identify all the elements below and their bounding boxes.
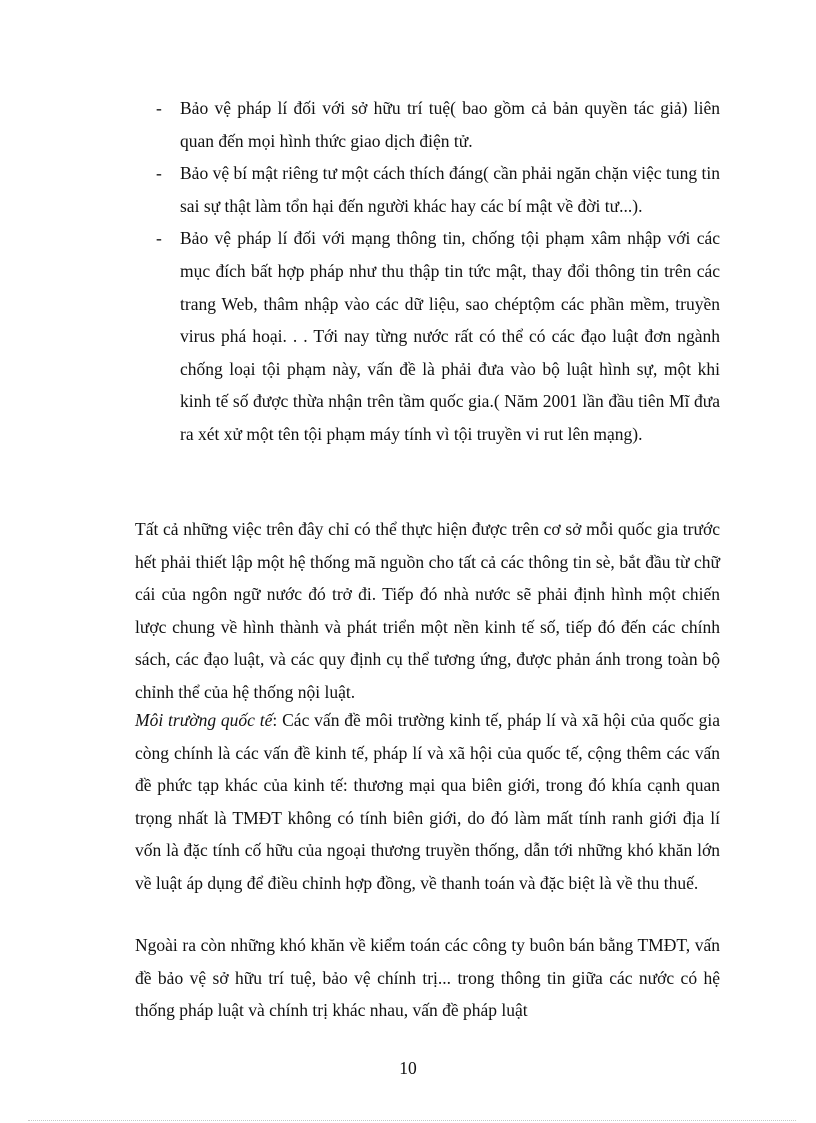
paragraph-national-system: Tất cả những việc trên đây chỉ có thể thực hiện được trên cơ sở mỗi quốc gia trước hết phải thiết lập một hệ thống mã nguồn cho tất cả các thông tin sè, bắt đầu từ chữ cái của ngôn ngữ nước đó trở đi. Tiếp đó nhà nước sẽ phải định hình một chiến lược chung về hình thành và phát triển một nền kinh tế số, tiếp đó đến các chính sách, các đạo luật, và các quy định cụ thể tương ứng, được phản ánh trong toàn bộ chỉnh thể của hệ thống nội luật. — [135, 519, 720, 702]
bullet-item — [0, 157, 816, 222]
paragraph-body: : Các vấn đề môi trường kinh tế, pháp lí và xã hội của quốc gia còng chính là các vấn đề kinh tế, pháp lí và xã hội của quốc tế, cộng thêm các vấn đề phức tạp khác của kinh tế: thương mại qua biên giới, trong đó khía cạnh quan trọng nhất là TMĐT không có tính biên giới, do đó làm mất tính ranh giới địa lí vốn là đặc tính cố hữu của ngoại thương truyền thống, dẫn tới những khó khăn lớn về luật áp dụng để điều chỉnh hợp đồng, về thanh toán và đặc biệt là về thu thuế. — [135, 710, 720, 893]
bullet-item — [0, 222, 816, 450]
bullet-text: Bảo vệ bí mật riêng tư một cách thích đáng( cần phải ngăn chặn việc tung tin sai sự thật làm tổn hại đến người khác hay các bí mật về đời tư...). — [180, 163, 720, 216]
bullet-marker: - — [156, 228, 162, 249]
page-bottom-divider — [28, 1120, 796, 1121]
paragraph-lead-italic: Môi trường quốc tế — [135, 710, 273, 730]
bullet-text: Bảo vệ pháp lí đối với sở hữu trí tuệ( bao gồm cả bản quyền tác giả) liên quan đến mọi hình thức giao dịch điện tử. — [180, 98, 720, 151]
bullet-list — [0, 92, 816, 451]
bullet-text: Bảo vệ pháp lí đối với mạng thông tin, chống tội phạm xâm nhập với các mục đích bất hợp pháp như thu thập tin tức mật, thay đổi thông tin trên các trang Web, thâm nhập vào các dữ liệu, sao chéptộm các phần mềm, truyền virus phá hoại. . . Tới nay từng nước rất có thể có các đạo luật đơn ngành chống loại tội phạm này, vấn đề là phải đưa vào bộ luật hình sự, một khi kinh tế số được thừa nhận trên tầm quốc gia.( Năm 2001 lần đầu tiên Mĩ đưa ra xét xử một tên tội phạm máy tính vì tội truyền vi rut lên mạng). — [180, 228, 720, 444]
paragraph-additional-difficulties: Ngoài ra còn những khó khăn về kiểm toán các công ty buôn bán bằng TMĐT, vấn đề bảo vệ sở hữu trí tuệ, bảo vệ chính trị... trong thông tin giữa các nước có hệ thống pháp luật và chính trị khác nhau, vấn đề pháp luật — [135, 935, 720, 1021]
bullet-item — [0, 92, 816, 157]
page-number: 10 — [399, 1058, 417, 1078]
bullet-marker: - — [156, 98, 162, 118]
paragraph-international-environment — [135, 704, 720, 900]
bullet-marker: - — [156, 163, 162, 184]
